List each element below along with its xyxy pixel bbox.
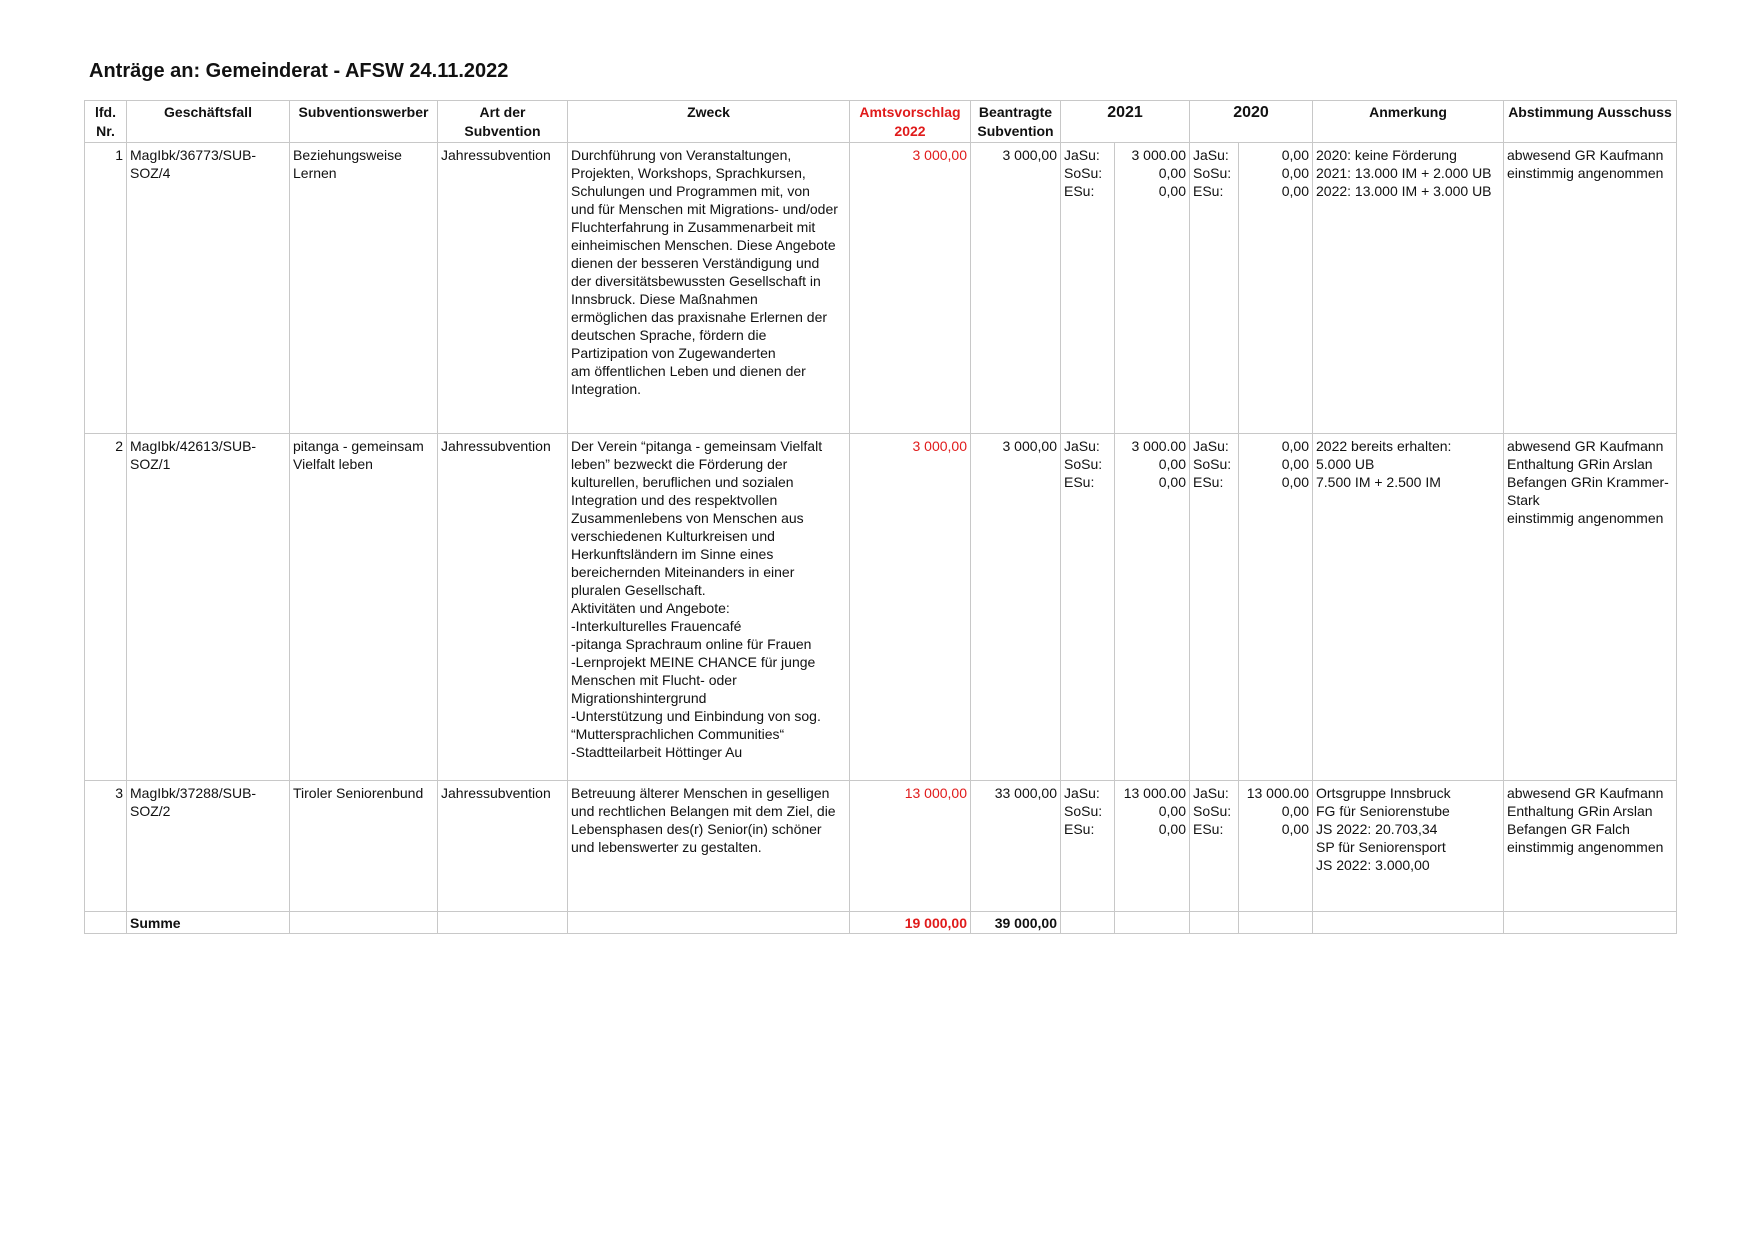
col-header-case: Geschäftsfall — [127, 101, 290, 143]
row-requested: 3 000,00 — [971, 143, 1061, 434]
row-type: Jahressubvention — [438, 143, 568, 434]
header-row — [85, 101, 1677, 143]
sum-row — [85, 912, 1677, 934]
col-header-applicant: Subventionswerber — [290, 101, 438, 143]
sum-empty-cell — [1115, 912, 1190, 934]
row-applicant: Tiroler Seniorenbund — [290, 781, 438, 912]
row-case: MagIbk/36773/SUB-SOZ/4 — [127, 143, 290, 434]
page-title: Anträge an: Gemeinderat - AFSW 24.11.2022 — [89, 60, 509, 82]
row-2020-values: 13 000.00 0,00 0,00 — [1239, 781, 1313, 912]
row-2020-labels: JaSu: SoSu: ESu: — [1190, 434, 1239, 781]
row-remark: Ortsgruppe Innsbruck FG für Seniorenstube JS 2022: 20.703,34 SP für Seniorensport JS 2022: 3.000,00 — [1313, 781, 1504, 912]
row-proposal: 13 000,00 — [850, 781, 971, 912]
row-nr: 3 — [85, 781, 127, 912]
col-header-nr: lfd. Nr. — [85, 101, 127, 143]
table-row — [85, 434, 1677, 781]
row-case: MagIbk/37288/SUB-SOZ/2 — [127, 781, 290, 912]
row-2021-values: 13 000.00 0,00 0,00 — [1115, 781, 1190, 912]
table-row — [85, 781, 1677, 912]
row-proposal: 3 000,00 — [850, 143, 971, 434]
row-remark: 2022 bereits erhalten: 5.000 UB 7.500 IM + 2.500 IM — [1313, 434, 1504, 781]
row-proposal: 3 000,00 — [850, 434, 971, 781]
row-type: Jahressubvention — [438, 434, 568, 781]
sum-requested: 39 000,00 — [971, 912, 1061, 934]
row-applicant: pitanga - gemeinsam Vielfalt leben — [290, 434, 438, 781]
row-2021-values: 3 000.00 0,00 0,00 — [1115, 434, 1190, 781]
col-header-2021: 2021 — [1061, 101, 1190, 143]
table-row — [85, 143, 1677, 434]
row-2020-values: 0,00 0,00 0,00 — [1239, 434, 1313, 781]
row-vote: abwesend GR Kaufmann Enthaltung GRin Arslan Befangen GRin Krammer-Stark einstimmig angenommen — [1504, 434, 1677, 781]
sum-empty-cell — [1504, 912, 1677, 934]
col-header-purpose: Zweck — [568, 101, 850, 143]
row-2021-labels: JaSu: SoSu: ESu: — [1061, 781, 1115, 912]
sum-proposal: 19 000,00 — [850, 912, 971, 934]
sum-empty-cell — [85, 912, 127, 934]
sum-label: Summe — [127, 912, 290, 934]
sum-empty-cell — [568, 912, 850, 934]
row-2020-labels: JaSu: SoSu: ESu: — [1190, 781, 1239, 912]
row-requested: 33 000,00 — [971, 781, 1061, 912]
col-header-remark: Anmerkung — [1313, 101, 1504, 143]
row-vote: abwesend GR Kaufmann einstimmig angenommen — [1504, 143, 1677, 434]
row-type: Jahressubvention — [438, 781, 568, 912]
sum-empty-cell — [290, 912, 438, 934]
col-header-proposal: Amtsvorschlag 2022 — [850, 101, 971, 143]
row-2021-labels: JaSu: SoSu: ESu: — [1061, 143, 1115, 434]
sum-empty-cell — [1313, 912, 1504, 934]
row-case: MagIbk/42613/SUB-SOZ/1 — [127, 434, 290, 781]
col-header-requested: Beantragte Subvention — [971, 101, 1061, 143]
col-header-2020: 2020 — [1190, 101, 1313, 143]
row-applicant: Beziehungsweise Lernen — [290, 143, 438, 434]
sum-empty-cell — [438, 912, 568, 934]
row-remark: 2020: keine Förderung 2021: 13.000 IM + 2.000 UB 2022: 13.000 IM + 3.000 UB — [1313, 143, 1504, 434]
col-header-vote: Abstimmung Ausschuss — [1504, 101, 1677, 143]
row-purpose: Betreuung älterer Menschen in geselligen und rechtlichen Belangen mit dem Ziel, die Lebensphasen des(r) Senior(in) schöner und lebenswerter zu gestalten. — [568, 781, 850, 912]
sum-empty-cell — [1239, 912, 1313, 934]
row-2020-values: 0,00 0,00 0,00 — [1239, 143, 1313, 434]
row-nr: 2 — [85, 434, 127, 781]
row-2021-labels: JaSu: SoSu: ESu: — [1061, 434, 1115, 781]
applications-table — [84, 100, 1677, 934]
row-2021-values: 3 000.00 0,00 0,00 — [1115, 143, 1190, 434]
row-purpose: Der Verein “pitanga - gemeinsam Vielfalt leben” bezweckt die Förderung der kulturellen, beruflichen und sozialen Integration und des respektvollen Zusammenlebens von Menschen aus verschiedenen Kulturkreisen und Herkunftsländern im Sinne eines bereichernden Miteinanders in einer pluralen Gesellschaft. Aktivitäten und Angebote: -Interkulturelles Frauencafé -pitanga Sprachraum online für Frauen -Lernprojekt MEINE CHANCE für junge Menschen mit Flucht- oder Migrationshintergrund -Unterstützung und Einbindung von sog. “Muttersprachlichen Communities“ -Stadtteilarbeit Höttinger Au — [568, 434, 850, 781]
sum-empty-cell — [1190, 912, 1239, 934]
row-nr: 1 — [85, 143, 127, 434]
row-requested: 3 000,00 — [971, 434, 1061, 781]
sum-empty-cell — [1061, 912, 1115, 934]
row-vote: abwesend GR Kaufmann Enthaltung GRin Arslan Befangen GR Falch einstimmig angenommen — [1504, 781, 1677, 912]
row-purpose: Durchführung von Veranstaltungen, Projekten, Workshops, Sprachkursen, Schulungen und Programmen mit, von und für Menschen mit Migrations- und/oder Fluchterfahrung in Zusammenarbeit mit einheimischen Menschen. Diese Angebote dienen der besseren Verständigung und der diversitätsbewussten Gesellschaft in Innsbruck. Diese Maßnahmen ermöglichen das praxisnahe Erlernen der deutschen Sprache, fördern die Partizipation von Zugewanderten am öffentlichen Leben und dienen der Integration. — [568, 143, 850, 434]
col-header-type: Art der Subvention — [438, 101, 568, 143]
row-2020-labels: JaSu: SoSu: ESu: — [1190, 143, 1239, 434]
